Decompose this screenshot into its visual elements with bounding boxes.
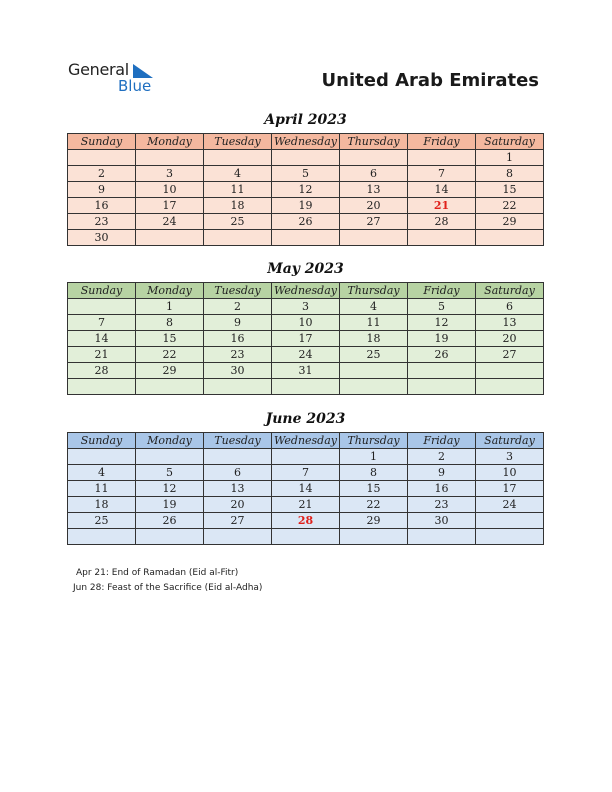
holiday-notes bbox=[73, 566, 262, 596]
empty-day-cell bbox=[340, 230, 408, 246]
weekday-header: Friday bbox=[408, 283, 476, 299]
logo-triangle-icon bbox=[133, 64, 153, 78]
weekday-header: Tuesday bbox=[204, 134, 272, 150]
weekday-header: Saturday bbox=[476, 283, 544, 299]
day-cell: 16 bbox=[408, 481, 476, 497]
day-cell: 10 bbox=[476, 465, 544, 481]
day-cell: 3 bbox=[272, 299, 340, 315]
day-cell: 11 bbox=[340, 315, 408, 331]
weekday-header-row bbox=[68, 433, 544, 449]
day-cell: 3 bbox=[476, 449, 544, 465]
empty-day-cell bbox=[204, 379, 272, 395]
day-cell: 24 bbox=[272, 347, 340, 363]
empty-day-cell bbox=[204, 230, 272, 246]
empty-day-cell bbox=[476, 230, 544, 246]
empty-day-cell bbox=[476, 513, 544, 529]
day-cell: 17 bbox=[136, 198, 204, 214]
month-title-june: June 2023 bbox=[265, 411, 346, 427]
day-cell: 17 bbox=[272, 331, 340, 347]
month-title-april: April 2023 bbox=[264, 112, 347, 128]
week-row bbox=[68, 347, 544, 363]
month-title-may: May 2023 bbox=[267, 261, 344, 277]
day-cell: 21 bbox=[408, 198, 476, 214]
weekday-header-row bbox=[68, 134, 544, 150]
weekday-header: Tuesday bbox=[204, 433, 272, 449]
day-cell: 1 bbox=[136, 299, 204, 315]
day-cell: 30 bbox=[408, 513, 476, 529]
day-cell: 11 bbox=[204, 182, 272, 198]
empty-day-cell bbox=[68, 150, 136, 166]
week-row bbox=[68, 379, 544, 395]
day-cell: 7 bbox=[68, 315, 136, 331]
day-cell: 15 bbox=[136, 331, 204, 347]
day-cell: 18 bbox=[204, 198, 272, 214]
empty-day-cell bbox=[340, 379, 408, 395]
day-cell: 17 bbox=[476, 481, 544, 497]
empty-day-cell bbox=[68, 449, 136, 465]
day-cell: 14 bbox=[408, 182, 476, 198]
day-cell: 8 bbox=[476, 166, 544, 182]
day-cell: 10 bbox=[136, 182, 204, 198]
day-cell: 8 bbox=[136, 315, 204, 331]
week-row bbox=[68, 182, 544, 198]
day-cell: 10 bbox=[272, 315, 340, 331]
day-cell: 23 bbox=[68, 214, 136, 230]
day-cell: 5 bbox=[272, 166, 340, 182]
day-cell: 6 bbox=[204, 465, 272, 481]
logo-general-text: General bbox=[68, 60, 129, 79]
week-row bbox=[68, 230, 544, 246]
empty-day-cell bbox=[408, 529, 476, 545]
weekday-header: Sunday bbox=[68, 283, 136, 299]
day-cell: 27 bbox=[340, 214, 408, 230]
day-cell: 26 bbox=[136, 513, 204, 529]
empty-day-cell bbox=[136, 150, 204, 166]
day-cell: 18 bbox=[68, 497, 136, 513]
weekday-header: Friday bbox=[408, 433, 476, 449]
day-cell: 4 bbox=[340, 299, 408, 315]
day-cell: 2 bbox=[68, 166, 136, 182]
day-cell: 12 bbox=[136, 481, 204, 497]
empty-day-cell bbox=[272, 449, 340, 465]
empty-day-cell bbox=[68, 379, 136, 395]
country-title: United Arab Emirates bbox=[321, 70, 539, 91]
empty-day-cell bbox=[408, 363, 476, 379]
weekday-header: Friday bbox=[408, 134, 476, 150]
empty-day-cell bbox=[476, 529, 544, 545]
day-cell: 1 bbox=[476, 150, 544, 166]
day-cell: 23 bbox=[204, 347, 272, 363]
day-cell: 20 bbox=[204, 497, 272, 513]
empty-day-cell bbox=[136, 230, 204, 246]
day-cell: 24 bbox=[136, 214, 204, 230]
day-cell: 14 bbox=[68, 331, 136, 347]
week-row bbox=[68, 513, 544, 529]
empty-day-cell bbox=[204, 449, 272, 465]
day-cell: 6 bbox=[340, 166, 408, 182]
logo-blue-text: Blue bbox=[118, 77, 152, 95]
empty-day-cell bbox=[272, 529, 340, 545]
week-row bbox=[68, 449, 544, 465]
day-cell: 9 bbox=[204, 315, 272, 331]
day-cell: 8 bbox=[340, 465, 408, 481]
week-row bbox=[68, 299, 544, 315]
day-cell: 25 bbox=[68, 513, 136, 529]
day-cell: 9 bbox=[68, 182, 136, 198]
week-row bbox=[68, 529, 544, 545]
calendar-may bbox=[67, 282, 544, 395]
week-row bbox=[68, 198, 544, 214]
day-cell: 23 bbox=[408, 497, 476, 513]
empty-day-cell bbox=[272, 230, 340, 246]
day-cell: 15 bbox=[476, 182, 544, 198]
weekday-header: Monday bbox=[136, 283, 204, 299]
holiday-note: Apr 21: End of Ramadan (Eid al-Fitr) bbox=[76, 568, 239, 578]
day-cell: 15 bbox=[340, 481, 408, 497]
empty-day-cell bbox=[272, 379, 340, 395]
day-cell: 12 bbox=[408, 315, 476, 331]
week-row bbox=[68, 315, 544, 331]
empty-day-cell bbox=[476, 379, 544, 395]
day-cell: 27 bbox=[204, 513, 272, 529]
empty-day-cell bbox=[68, 529, 136, 545]
week-row bbox=[68, 363, 544, 379]
week-row bbox=[68, 166, 544, 182]
week-row bbox=[68, 331, 544, 347]
day-cell: 3 bbox=[136, 166, 204, 182]
generalblue-logo bbox=[68, 60, 163, 96]
day-cell: 4 bbox=[68, 465, 136, 481]
day-cell: 22 bbox=[136, 347, 204, 363]
holiday-note: Jun 28: Feast of the Sacrifice (Eid al-Adha) bbox=[73, 583, 263, 593]
day-cell: 19 bbox=[136, 497, 204, 513]
day-cell: 29 bbox=[340, 513, 408, 529]
empty-day-cell bbox=[204, 529, 272, 545]
day-cell: 5 bbox=[136, 465, 204, 481]
day-cell: 9 bbox=[408, 465, 476, 481]
day-cell: 28 bbox=[408, 214, 476, 230]
empty-day-cell bbox=[476, 363, 544, 379]
weekday-header: Sunday bbox=[68, 433, 136, 449]
day-cell: 2 bbox=[204, 299, 272, 315]
day-cell: 30 bbox=[68, 230, 136, 246]
day-cell: 29 bbox=[136, 363, 204, 379]
day-cell: 14 bbox=[272, 481, 340, 497]
day-cell: 12 bbox=[272, 182, 340, 198]
day-cell: 13 bbox=[204, 481, 272, 497]
weekday-header: Saturday bbox=[476, 433, 544, 449]
day-cell: 18 bbox=[340, 331, 408, 347]
day-cell: 19 bbox=[272, 198, 340, 214]
weekday-header: Wednesday bbox=[272, 433, 340, 449]
day-cell: 16 bbox=[68, 198, 136, 214]
calendar-june bbox=[67, 432, 544, 545]
day-cell: 7 bbox=[272, 465, 340, 481]
empty-day-cell bbox=[340, 529, 408, 545]
weekday-header: Monday bbox=[136, 433, 204, 449]
day-cell: 25 bbox=[204, 214, 272, 230]
day-cell: 1 bbox=[340, 449, 408, 465]
day-cell: 28 bbox=[272, 513, 340, 529]
day-cell: 30 bbox=[204, 363, 272, 379]
weekday-header: Tuesday bbox=[204, 283, 272, 299]
weekday-header: Wednesday bbox=[272, 283, 340, 299]
day-cell: 11 bbox=[68, 481, 136, 497]
day-cell: 19 bbox=[408, 331, 476, 347]
empty-day-cell bbox=[340, 150, 408, 166]
empty-day-cell bbox=[204, 150, 272, 166]
weekday-header: Thursday bbox=[340, 283, 408, 299]
weekday-header: Saturday bbox=[476, 134, 544, 150]
day-cell: 22 bbox=[476, 198, 544, 214]
day-cell: 28 bbox=[68, 363, 136, 379]
day-cell: 6 bbox=[476, 299, 544, 315]
day-cell: 25 bbox=[340, 347, 408, 363]
empty-day-cell bbox=[408, 230, 476, 246]
empty-day-cell bbox=[408, 150, 476, 166]
day-cell: 4 bbox=[204, 166, 272, 182]
empty-day-cell bbox=[340, 363, 408, 379]
day-cell: 20 bbox=[476, 331, 544, 347]
day-cell: 26 bbox=[408, 347, 476, 363]
empty-day-cell bbox=[136, 529, 204, 545]
weekday-header: Sunday bbox=[68, 134, 136, 150]
week-row bbox=[68, 481, 544, 497]
empty-day-cell bbox=[272, 150, 340, 166]
day-cell: 7 bbox=[408, 166, 476, 182]
week-row bbox=[68, 150, 544, 166]
day-cell: 27 bbox=[476, 347, 544, 363]
empty-day-cell bbox=[136, 449, 204, 465]
weekday-header: Thursday bbox=[340, 433, 408, 449]
week-row bbox=[68, 497, 544, 513]
week-row bbox=[68, 214, 544, 230]
empty-day-cell bbox=[68, 299, 136, 315]
empty-day-cell bbox=[408, 379, 476, 395]
day-cell: 26 bbox=[272, 214, 340, 230]
day-cell: 21 bbox=[272, 497, 340, 513]
day-cell: 20 bbox=[340, 198, 408, 214]
day-cell: 5 bbox=[408, 299, 476, 315]
day-cell: 16 bbox=[204, 331, 272, 347]
day-cell: 21 bbox=[68, 347, 136, 363]
day-cell: 29 bbox=[476, 214, 544, 230]
weekday-header-row bbox=[68, 283, 544, 299]
week-row bbox=[68, 465, 544, 481]
weekday-header: Monday bbox=[136, 134, 204, 150]
day-cell: 2 bbox=[408, 449, 476, 465]
calendar-april bbox=[67, 133, 544, 246]
day-cell: 22 bbox=[340, 497, 408, 513]
day-cell: 13 bbox=[340, 182, 408, 198]
day-cell: 24 bbox=[476, 497, 544, 513]
weekday-header: Thursday bbox=[340, 134, 408, 150]
day-cell: 13 bbox=[476, 315, 544, 331]
empty-day-cell bbox=[136, 379, 204, 395]
weekday-header: Wednesday bbox=[272, 134, 340, 150]
day-cell: 31 bbox=[272, 363, 340, 379]
